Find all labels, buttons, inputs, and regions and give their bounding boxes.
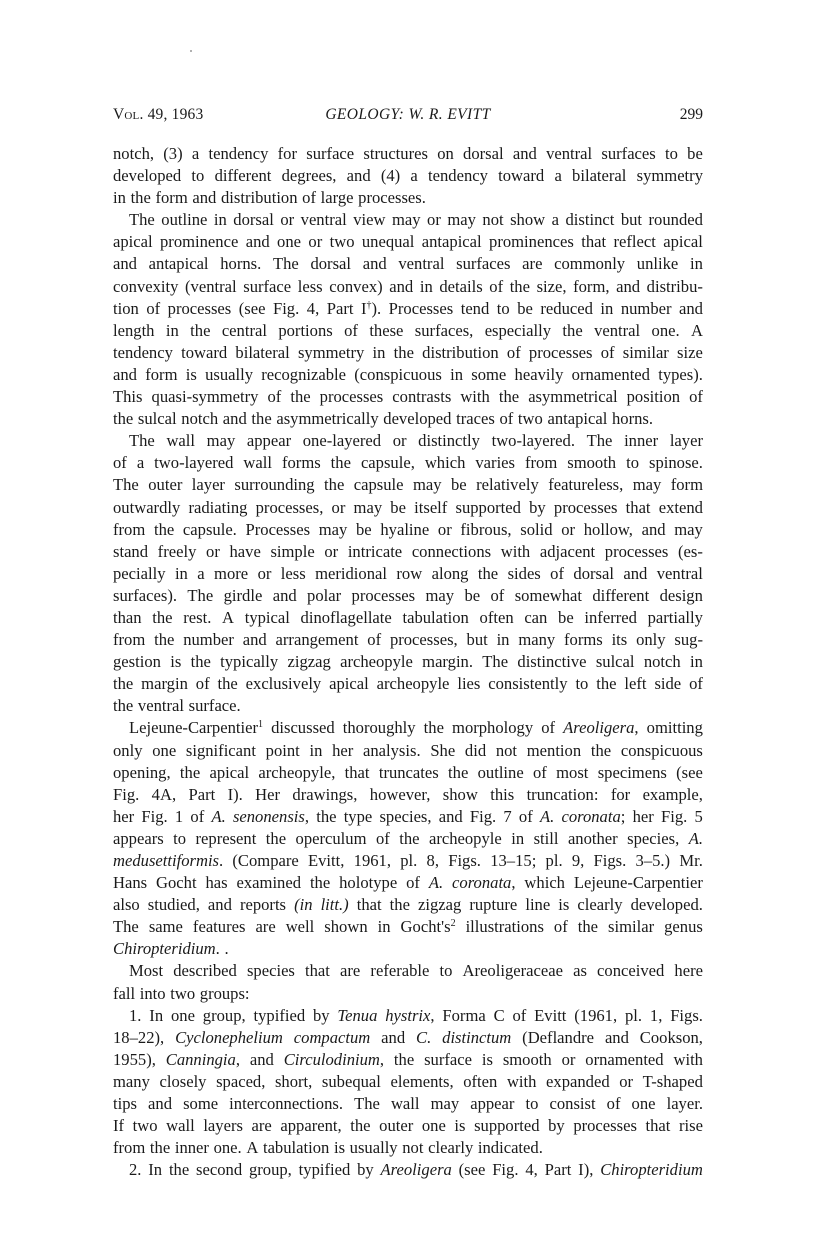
text-line: pecially in a more or less meridional row along the sides of dorsal and ventral	[113, 563, 703, 583]
volume-label: Vol. 49, 1963	[113, 106, 204, 123]
text-line: Lejeune-Carpentier$^1$ discussed thoroughly the morphology of Areoligera, omitting	[129, 718, 703, 738]
text-line: length in the central portions of these surfaces, especially the ventral one. A	[113, 320, 703, 340]
text-line: and antapical horns. The dorsal and ventral surfaces are commonly unlike in	[113, 254, 703, 274]
text-line: also studied, and reports (in litt.) that the zigzag rupture line is clearly developed.	[113, 895, 703, 915]
page-number: 299	[679, 106, 703, 123]
text-line: 1. In one group, typified by Tenua hystrix, Forma C of Evitt (1961, pl. 1, Figs.	[129, 1005, 703, 1025]
text-line: 2. In the second group, typified by Areoligera (see Fig. 4, Part I), Chiropteridium	[129, 1160, 703, 1180]
text-line: The outline in dorsal or ventral view may or may not show a distinct but rounded	[129, 210, 703, 230]
text-line: Fig. 4A, Part I). Her drawings, however, show this truncation: for example,	[113, 784, 703, 804]
text-line: in the form and distribution of large processes.	[113, 188, 426, 208]
text-line: notch, (3) a tendency for surface structures on dorsal and ventral surfaces to be	[113, 144, 703, 163]
text-line: tendency toward bilateral symmetry in the distribution of processes of similar size	[113, 342, 703, 362]
text-line: The same features are well shown in $Gocht's^2$ illustrations of the similar genus	[113, 917, 703, 937]
running-title: GEOLOGY: W. R. EVITT	[325, 106, 491, 123]
text-line: If two wall layers are apparent, the outer one is supported by processes that rise	[113, 1116, 703, 1136]
text-line: 18–22), Cyclonephelium compactum and C. distinctum (Deflandre and Cookson,	[113, 1027, 703, 1047]
text-line: tion of processes (see Fig. 4, Part I†). Processes tend to be reduced in number and	[113, 298, 703, 318]
text-line: 1955), Canningia, and Circulodinium, the surface is smooth or ornamented with	[113, 1049, 703, 1069]
text-line: gestion is the typically zigzag archeopyle margin. The distinctive sulcal notch in	[113, 652, 703, 672]
text-line: fall into two groups:	[113, 983, 250, 1003]
text-line: from the number and arrangement of processes, but in many forms its only sug-	[113, 630, 703, 650]
text-line: surfaces). The girdle and polar processes may be of somewhat different design	[113, 585, 703, 605]
text-line: the sulcal notch and the asymmetrically developed traces of two antapical horns.	[113, 409, 654, 429]
text-line: stand freely or have simple or intricate connections with adjacent processes (es-	[113, 541, 703, 561]
speck-mark	[190, 50, 192, 52]
text-line: many closely spaced, short, subequal elements, often with expanded or T-shaped	[113, 1071, 703, 1091]
text-line: appears to represent the operculum of the archeopyle in still another species, A.	[113, 828, 703, 848]
text-line: This quasi-symmetry of the processes contrasts with the asymmetrical position of	[113, 387, 703, 407]
text-line: of a two-layered wall forms the capsule, which varies from smooth to spinose.	[113, 453, 703, 473]
text-line: than the rest. A typical dinoflagellate tabulation often can be inferred partially	[113, 607, 703, 627]
text-line: Chiropteridium. .	[113, 939, 229, 959]
text-line: developed to different degrees, and (4) a tendency toward a bilateral symmetry	[113, 166, 703, 186]
running-header	[113, 106, 703, 126]
text-line: from the inner one. A tabulation is usually not clearly indicated.	[113, 1138, 543, 1158]
article-body	[113, 143, 703, 1181]
text-line: The wall may appear one-layered or distinctly two-layered. The inner layer	[129, 431, 703, 451]
text-line: the ventral surface.	[113, 696, 241, 716]
text-line: medusettiformis. (Compare Evitt, 1961, pl. 8, Figs. 13–15; pl. 9, Figs. 3–5.) Mr.	[113, 851, 703, 870]
text-line: only one significant point in her analysis. She did not mention the conspicuous	[113, 740, 703, 760]
text-line: from the capsule. Processes may be hyaline or fibrous, solid or hollow, and may	[113, 519, 703, 539]
text-line: tips and some interconnections. The wall may appear to consist of one layer.	[113, 1094, 703, 1114]
text-line: apical prominence and one or two unequal antapical prominences that reflect apical	[113, 232, 703, 252]
text-line: Hans Gocht has examined the holotype of A. coronata, which Lejeune-Carpentier	[113, 873, 703, 893]
text-line: and form is usually recognizable (conspicuous in some heavily ornamented types).	[113, 364, 703, 384]
text-line: Most described species that are referable to Areoligeraceae as conceived here	[129, 961, 703, 981]
text-line: outwardly radiating processes, or may be itself supported by processes that extend	[113, 497, 703, 517]
text-line: The outer layer surrounding the capsule may be relatively featureless, may form	[113, 475, 703, 495]
text-line: convexity (ventral surface less convex) and in details of the size, form, and distribu-	[113, 276, 703, 296]
text-line: opening, the apical archeopyle, that truncates the outline of most specimens (see	[113, 762, 703, 782]
text-line: her Fig. 1 of A. senonensis, the type species, and Fig. 7 of A. coronata; her Fig. 5	[113, 806, 703, 826]
text-line: the margin of the exclusively apical archeopyle lies consistently to the left side of	[113, 674, 703, 694]
